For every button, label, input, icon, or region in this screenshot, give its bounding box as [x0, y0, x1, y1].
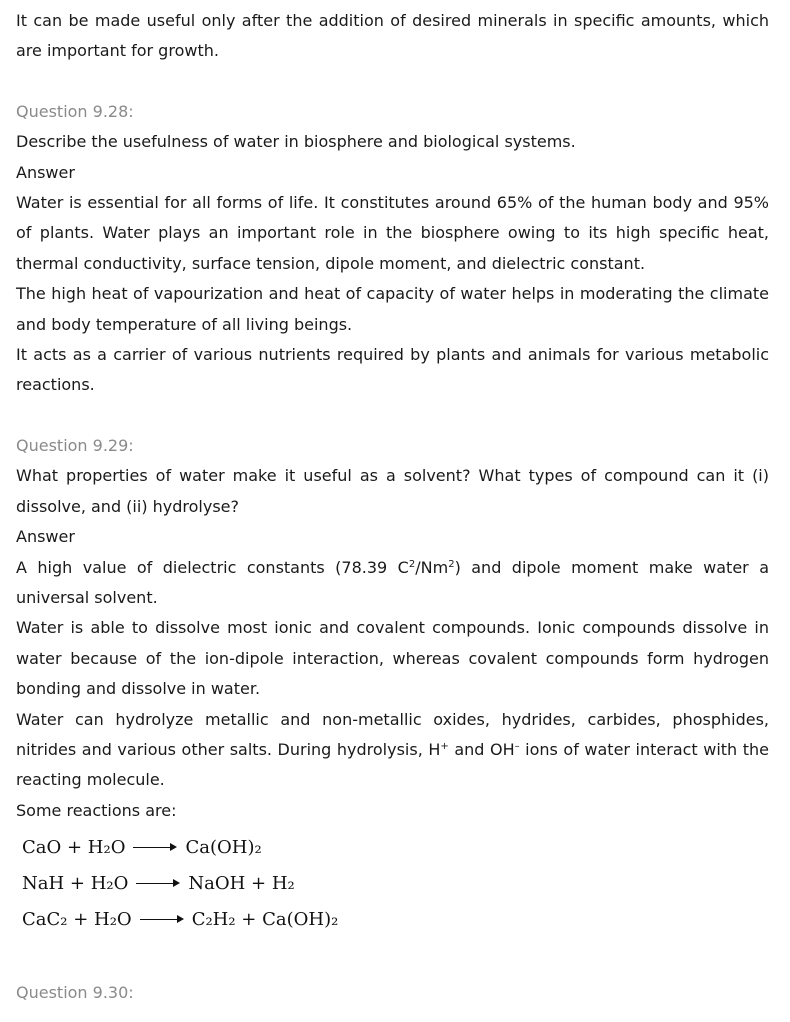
reaction-reactants: CaC₂ + H₂O: [22, 909, 132, 931]
answer-label: Answer: [16, 527, 75, 547]
reaction-products: C₂H₂ + Ca(OH)₂: [191, 909, 339, 931]
reaction-arrow-icon: [140, 915, 184, 925]
text-span: ions of water interact with the reacting molecule.: [16, 739, 770, 790]
reaction-equation: [22, 866, 769, 902]
text-span: A high value of dielectric constants (78.39 C: [16, 557, 409, 577]
superscript: –: [514, 740, 520, 752]
question-9-30: [16, 978, 769, 1008]
question-heading: Question 9.30:: [16, 983, 134, 1003]
answer-paragraph: It acts as a carrier of various nutrients required by plants and animals for various metabolic reactions.: [16, 345, 769, 395]
intro-paragraph: It can be made useful only after the addition of desired minerals in specific amounts, which are important for growth.: [16, 11, 769, 61]
answer-paragraph: Some reactions are:: [16, 800, 177, 820]
reaction-equation: [22, 902, 769, 938]
question-heading: Question 9.29:: [16, 435, 134, 455]
answer-paragraph: The high heat of vapourization and heat of capacity of water helps in moderating the climate and body temperature of all living beings.: [16, 284, 769, 334]
reaction-equation: [22, 830, 769, 866]
text-span: /Nm: [415, 557, 449, 577]
reaction-reactants: CaO + H₂O: [22, 837, 126, 859]
answer-paragraph: Water is able to dissolve most ionic and covalent compounds. Ionic compounds dissolve in water because of the ion-dipole interaction, whereas covalent compounds form hydrogen bonding and dissolve in water.: [16, 618, 769, 699]
question-9-28: [16, 97, 769, 401]
question-heading: Question 9.28:: [16, 101, 134, 121]
answer-paragraph: Water is essential for all forms of life. It constitutes around 65% of the human body and 95% of plants. Water plays an important role in the biosphere owing to its high specific heat, thermal conductivity, surface tension, dipole moment, and dielectric constant.: [16, 193, 769, 273]
question-9-29: [16, 431, 769, 938]
superscript: +: [440, 740, 449, 752]
superscript: 2: [448, 558, 455, 570]
reaction-products: Ca(OH)₂: [185, 837, 262, 859]
reaction-reactants: NaH + H₂O: [22, 873, 129, 895]
reaction-arrow-icon: [133, 843, 177, 853]
text-span: and OH: [448, 739, 515, 759]
answer-label: Answer: [16, 162, 75, 182]
reaction-equations: [16, 830, 769, 938]
question-text: Describe the usefulness of water in biosphere and biological systems.: [16, 132, 576, 152]
text-span: ) and dipole moment make water a universal solvent.: [16, 557, 769, 607]
reaction-arrow-icon: [136, 879, 180, 889]
text-span: Water can hydrolyze metallic and non-metallic oxides, hydrides, carbides, phosphides, nitrides and various other salts. During hydrolysis, H: [16, 709, 769, 759]
reaction-products: NaOH + H₂: [188, 873, 295, 895]
answer-paragraph: [16, 553, 769, 614]
question-text: What properties of water make it useful as a solvent? What types of compound can it (i) dissolve, and (ii) hydrolyse?: [16, 466, 769, 516]
superscript: 2: [408, 558, 416, 570]
answer-paragraph: [16, 705, 769, 796]
